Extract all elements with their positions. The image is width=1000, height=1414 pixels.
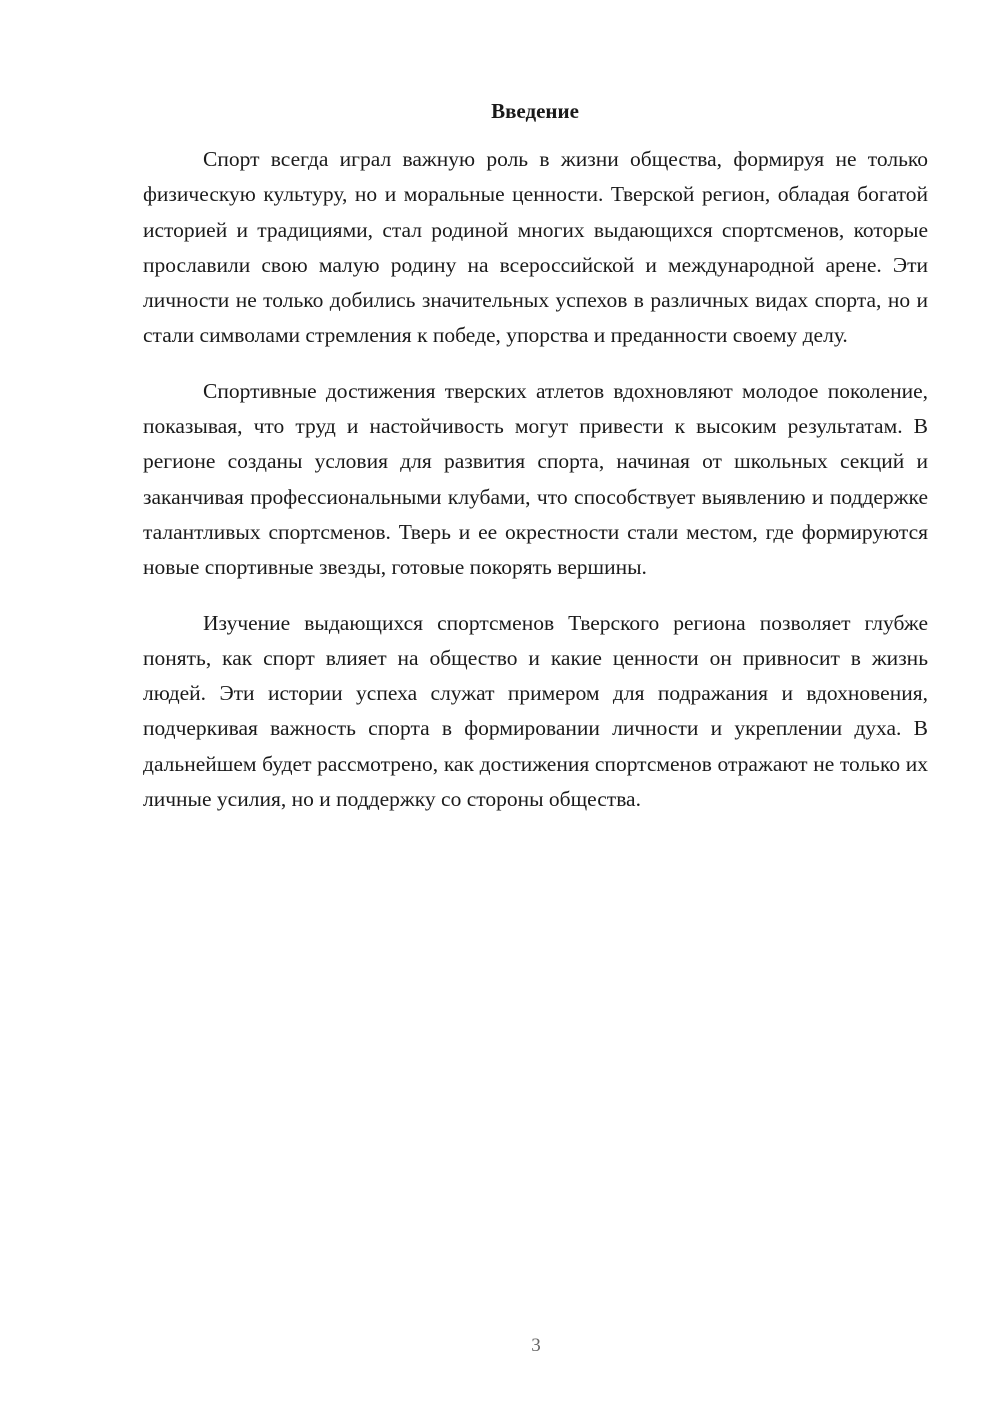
paragraph-2: Спортивные достижения тверских атлетов вдохновляют молодое поколение, показывая, что труд и настойчивость могут привести к высоким результатам. В регионе созданы условия для развития спорта, начиная от школьных секций и заканчивая профессиональными клубами, что способствует выявлению и поддержке талантливых спортсменов. Тверь и ее окрестности стали местом, где формируются новые спортивные звезды, готовые покорять вершины. [143, 378, 928, 580]
section-title: Введение [491, 99, 579, 123]
page-number: 3 [531, 1335, 541, 1356]
body-text [143, 142, 928, 837]
paragraph-3: Изучение выдающихся спортсменов Тверского региона позволяет глубже понять, как спорт влияет на общество и какие ценности он привносит в жизнь людей. Эти истории успеха служат примером для подражания и вдохновения, подчеркивая важность спорта в формировании личности и укреплении духа. В дальнейшем будет рассмотрено, как достижения спортсменов отражают не только их личные усилия, но и поддержку со стороны общества. [143, 610, 928, 812]
paragraph-1: Спорт всегда играл важную роль в жизни общества, формируя не только физическую культуру, но и моральные ценности. Тверской регион, обладая богатой историей и традициями, стал родиной многих выдающихся спортсменов, которые прославили свою малую родину на всероссийской и международной арене. Эти личности не только добились значительных успехов в различных видах спорта, но и стали символами стремления к победе, упорства и преданности своему делу. [143, 147, 928, 348]
